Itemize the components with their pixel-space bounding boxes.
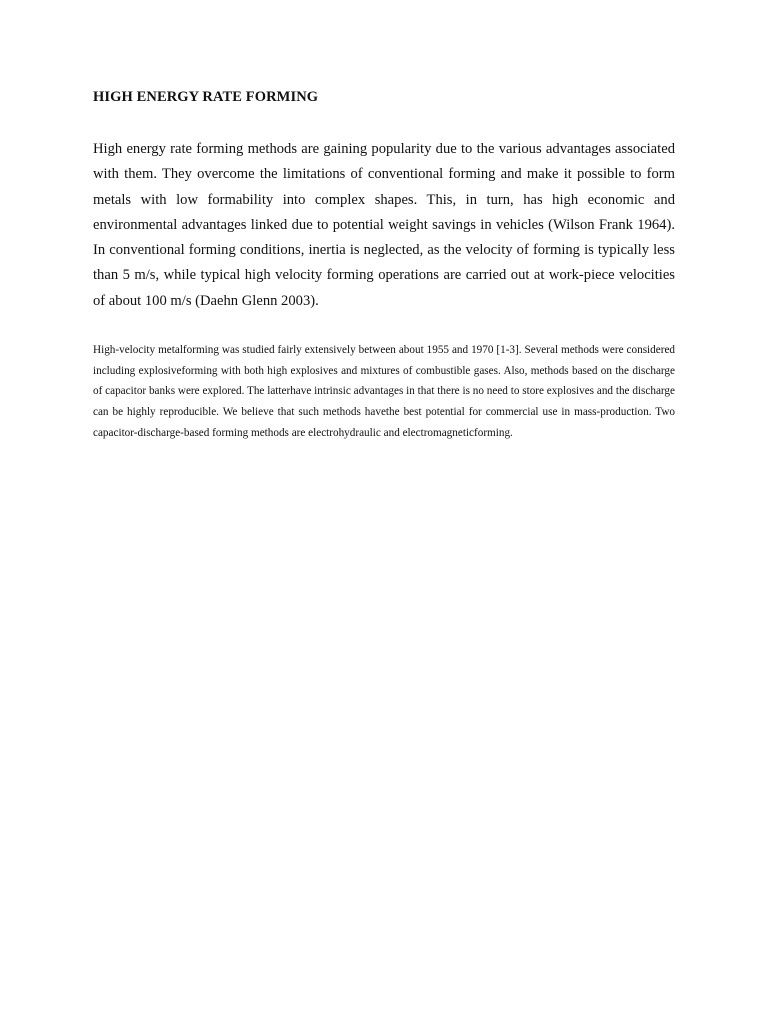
paragraph-history: High-velocity metalforming was studied fairly extensively between about 1955 and 1970 [1-3]. Several methods were considered including explosiveforming with both high explosives and mixtures of combustible gases. Also, methods based on the discharge of capacitor banks were explored. The latterhave intrinsic advantages in that there is no need to store explosives and the discharge can be highly reproducible. We believe that such methods havethe best potential for commercial use in mass-production. Two capacitor-discharge-based forming methods are electrohydraulic and electromagneticforming. [93, 344, 675, 439]
paragraph-intro: High energy rate forming methods are gaining popularity due to the various advantages associated with them. They overcome the limitations of conventional forming and make it possible to form metals with low formability into complex shapes. This, in turn, has high economic and environmental advantages linked due to potential weight savings in vehicles (Wilson Frank 1964). In conventional forming conditions, inertia is neglected, as the velocity of forming is typically less than 5 m/s, while typical high velocity forming operations are carried out at work-piece velocities of about 100 m/s (Daehn Glenn 2003). [93, 141, 675, 309]
document-title: HIGH ENERGY RATE FORMING [93, 89, 319, 105]
